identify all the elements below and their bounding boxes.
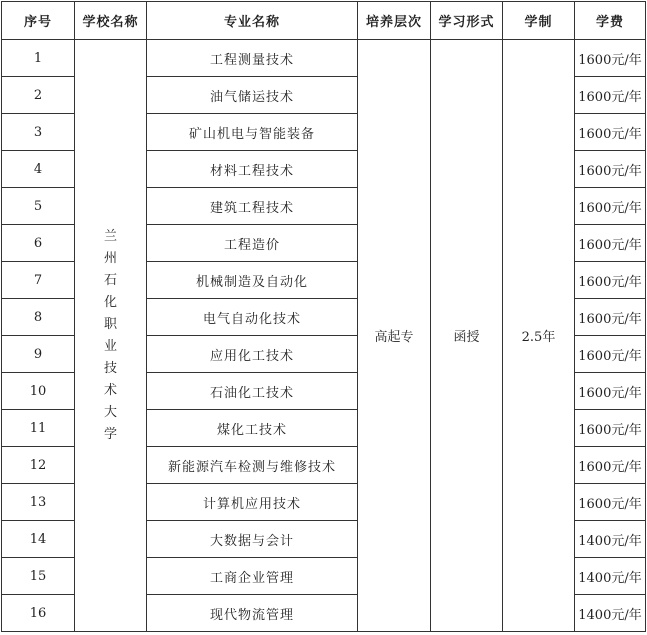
tuition-fee: 1600元/年	[575, 336, 646, 373]
tuition-fee: 1600元/年	[575, 225, 646, 262]
row-number: 8	[2, 299, 75, 336]
program-table-container	[1, 1, 646, 632]
row-number: 10	[2, 373, 75, 410]
school-name-cell	[75, 40, 147, 632]
header-fee: 学费	[575, 2, 646, 40]
table-body	[2, 40, 646, 632]
header-row	[2, 2, 646, 40]
tuition-fee: 1600元/年	[575, 299, 646, 336]
tuition-fee: 1600元/年	[575, 447, 646, 484]
row-number: 7	[2, 262, 75, 299]
program-table	[1, 1, 646, 632]
table-row	[2, 40, 646, 77]
header-mode: 学习形式	[431, 2, 503, 40]
major-name: 现代物流管理	[147, 595, 358, 632]
row-number: 16	[2, 595, 75, 632]
major-name: 矿山机电与智能装备	[147, 114, 358, 151]
tuition-fee: 1400元/年	[575, 595, 646, 632]
header-level: 培养层次	[358, 2, 431, 40]
tuition-fee: 1600元/年	[575, 77, 646, 114]
row-number: 5	[2, 188, 75, 225]
row-number: 12	[2, 447, 75, 484]
header-major: 专业名称	[147, 2, 358, 40]
major-name: 电气自动化技术	[147, 299, 358, 336]
tuition-fee: 1600元/年	[575, 262, 646, 299]
major-name: 材料工程技术	[147, 151, 358, 188]
duration-cell: 2.5年	[503, 40, 575, 632]
header-school: 学校名称	[75, 2, 147, 40]
header-no: 序号	[2, 2, 75, 40]
tuition-fee: 1600元/年	[575, 410, 646, 447]
mode-cell: 函授	[431, 40, 503, 632]
row-number: 11	[2, 410, 75, 447]
row-number: 6	[2, 225, 75, 262]
major-name: 应用化工技术	[147, 336, 358, 373]
tuition-fee: 1600元/年	[575, 484, 646, 521]
major-name: 工商企业管理	[147, 558, 358, 595]
tuition-fee: 1400元/年	[575, 558, 646, 595]
tuition-fee: 1600元/年	[575, 151, 646, 188]
header-duration: 学制	[503, 2, 575, 40]
major-name: 煤化工技术	[147, 410, 358, 447]
row-number: 13	[2, 484, 75, 521]
row-number: 3	[2, 114, 75, 151]
tuition-fee: 1600元/年	[575, 40, 646, 77]
tuition-fee: 1600元/年	[575, 188, 646, 225]
school-name: 兰州石化职业技术大学	[103, 228, 117, 442]
level-cell: 高起专	[358, 40, 431, 632]
major-name: 计算机应用技术	[147, 484, 358, 521]
major-name: 大数据与会计	[147, 521, 358, 558]
major-name: 工程造价	[147, 225, 358, 262]
tuition-fee: 1400元/年	[575, 521, 646, 558]
major-name: 机械制造及自动化	[147, 262, 358, 299]
row-number: 1	[2, 40, 75, 77]
major-name: 工程测量技术	[147, 40, 358, 77]
major-name: 石油化工技术	[147, 373, 358, 410]
major-name: 新能源汽车检测与维修技术	[147, 447, 358, 484]
tuition-fee: 1600元/年	[575, 114, 646, 151]
row-number: 9	[2, 336, 75, 373]
tuition-fee: 1600元/年	[575, 373, 646, 410]
major-name: 建筑工程技术	[147, 188, 358, 225]
row-number: 4	[2, 151, 75, 188]
row-number: 14	[2, 521, 75, 558]
row-number: 15	[2, 558, 75, 595]
major-name: 油气储运技术	[147, 77, 358, 114]
row-number: 2	[2, 77, 75, 114]
